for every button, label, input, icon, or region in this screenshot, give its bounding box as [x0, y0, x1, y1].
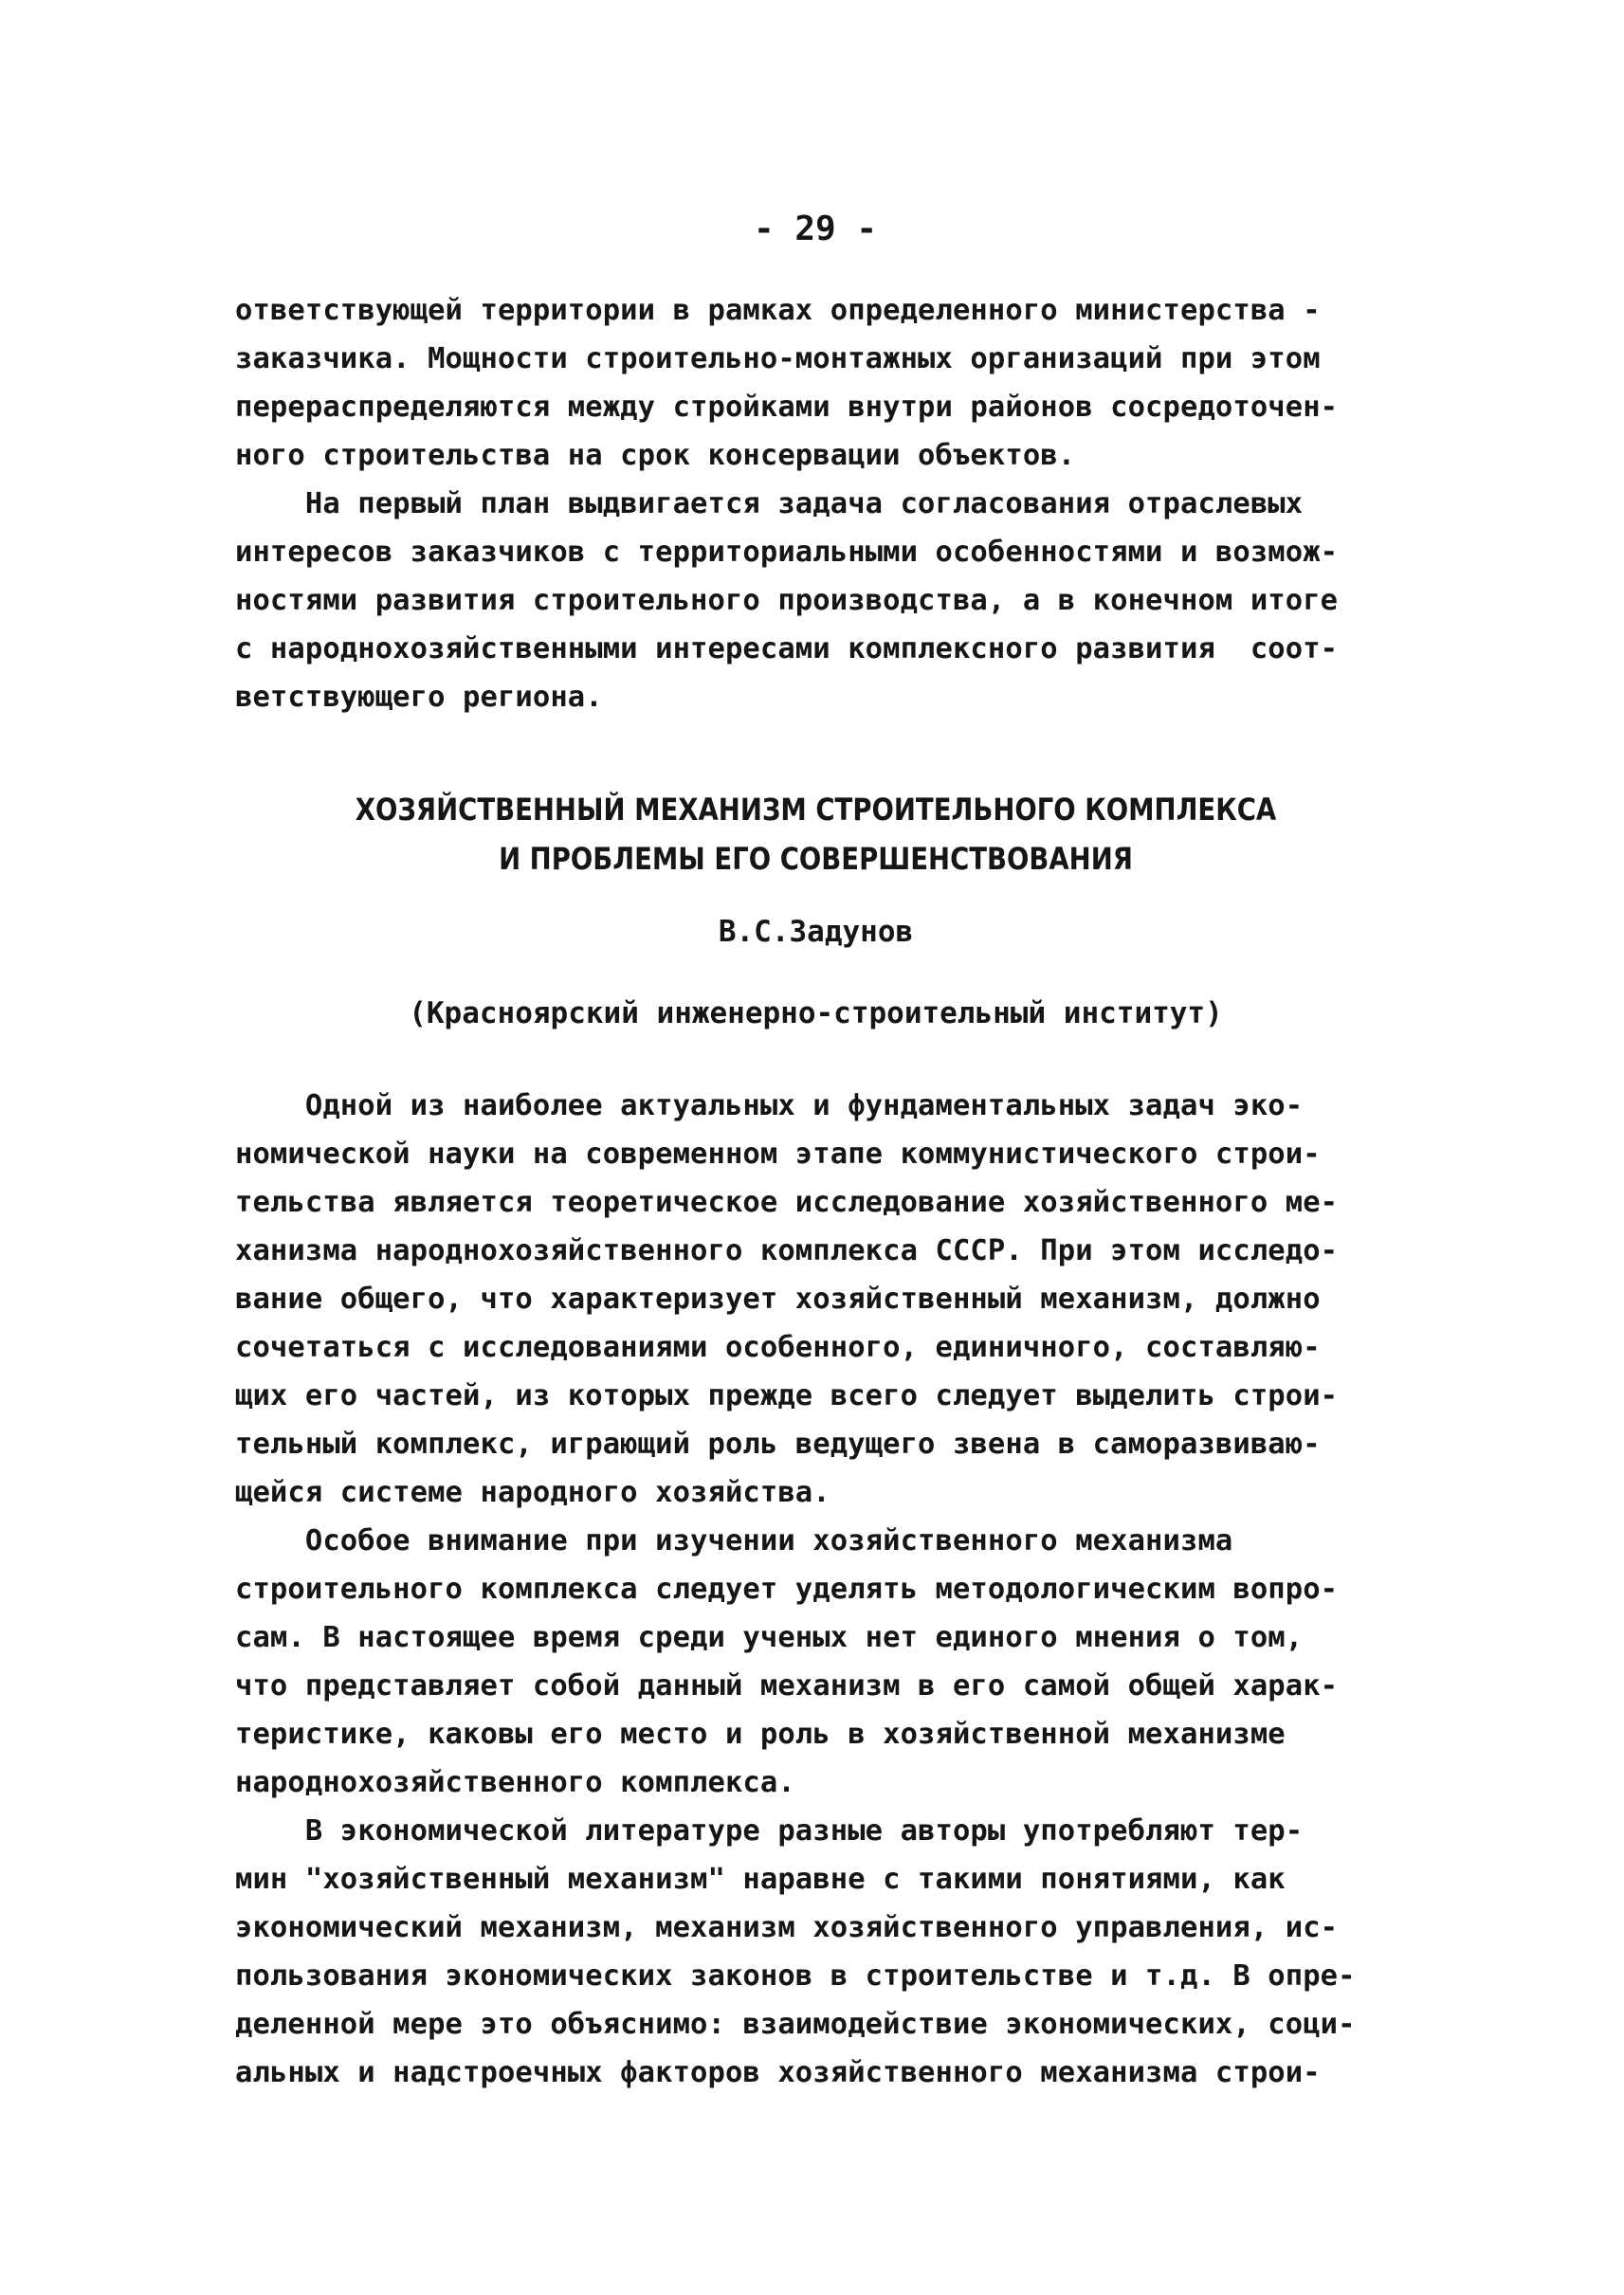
- text-line: мин "хозяйственный механизм" наравне с такими понятиями, как: [235, 1863, 1286, 1896]
- article-author: В.С.Задунов: [718, 915, 914, 949]
- text-line: сочетаться с исследованиями особенного, единичного, составляю-: [235, 1331, 1321, 1364]
- text-line: сам. В настоящее время среди ученых нет единого мнения о том,: [235, 1621, 1304, 1654]
- paragraph: [235, 286, 1396, 480]
- continued-text: [235, 286, 1396, 721]
- text-line: ного строительства на срок консервации объектов.: [235, 439, 1076, 472]
- text-line: ветствующего региона.: [235, 681, 603, 714]
- page-number: - 29 -: [753, 209, 878, 248]
- text-line: номической науки на современном этапе коммунистического строи-: [235, 1138, 1321, 1171]
- title-line: И ПРОБЛЕМЫ ЕГО СОВЕРШЕНСТВОВАНИЯ: [499, 841, 1133, 877]
- text-line: ответствующей территории в рамках определенного министерства -: [235, 294, 1321, 327]
- text-line: заказчика. Мощности строительно-монтажных организаций при этом: [235, 342, 1321, 375]
- title-line: ХОЗЯЙСТВЕННЫЙ МЕХАНИЗМ СТРОИТЕЛЬНОГО КОМПЛЕКСА: [355, 792, 1277, 828]
- text-line: Одной из наиболее актуальных и фундаментальных задач эко-: [235, 1089, 1304, 1122]
- text-line: тельный комплекс, играющий роль ведущего звена в саморазвиваю-: [235, 1428, 1321, 1461]
- text-line: интересов заказчиков с территориальными особенностями и возмож-: [235, 536, 1339, 569]
- text-line: тельства является теоретическое исследование хозяйственного ме-: [235, 1186, 1339, 1219]
- text-line: вание общего, что характеризует хозяйственный механизм, должно: [235, 1283, 1321, 1316]
- text-line: перераспределяются между стройками внутри районов сосредоточен-: [235, 391, 1339, 424]
- text-line: экономический механизм, механизм хозяйственного управления, ис-: [235, 1911, 1339, 1944]
- text-line: строительного комплекса следует уделять методологическим вопро-: [235, 1573, 1339, 1606]
- article-body: [235, 1082, 1396, 2097]
- article-title: [317, 785, 1316, 883]
- text-line: теристике, каковы его место и роль в хозяйственной механизме: [235, 1718, 1286, 1751]
- text-line: альных и надстроечных факторов хозяйственного механизма строи-: [235, 2056, 1321, 2089]
- text-line: щих его частей, из которых прежде всего следует выделить строи-: [235, 1379, 1339, 1412]
- text-line: ханизма народнохозяйственного комплекса СССР. При этом исследо-: [235, 1234, 1339, 1267]
- text-line: Особое внимание при изучении хозяйственного механизма: [235, 1524, 1233, 1557]
- text-line: деленной мере это объяснимо: взаимодействие экономических, соци-: [235, 2008, 1356, 2041]
- author-affiliation: (Красноярский инженерно-строительный институт): [409, 996, 1223, 1030]
- text-line: народнохозяйственного комплекса.: [235, 1766, 795, 1799]
- text-line: В экономической литературе разные авторы употребляют тер-: [235, 1814, 1304, 1848]
- text-line: щейся системе народного хозяйства.: [235, 1476, 830, 1509]
- paragraph: [235, 480, 1396, 721]
- text-line: с народнохозяйственными интересами комплексного развития соот-: [235, 632, 1339, 665]
- text-line: На первый план выдвигается задача согласования отраслевых: [235, 487, 1304, 520]
- text-line: ностями развития строительного производства, а в конечном итоге: [235, 584, 1339, 617]
- text-line: пользования экономических законов в строительстве и т.д. В опре-: [235, 1959, 1356, 1993]
- text-line: что представляет собой данный механизм в его самой общей харак-: [235, 1669, 1339, 1703]
